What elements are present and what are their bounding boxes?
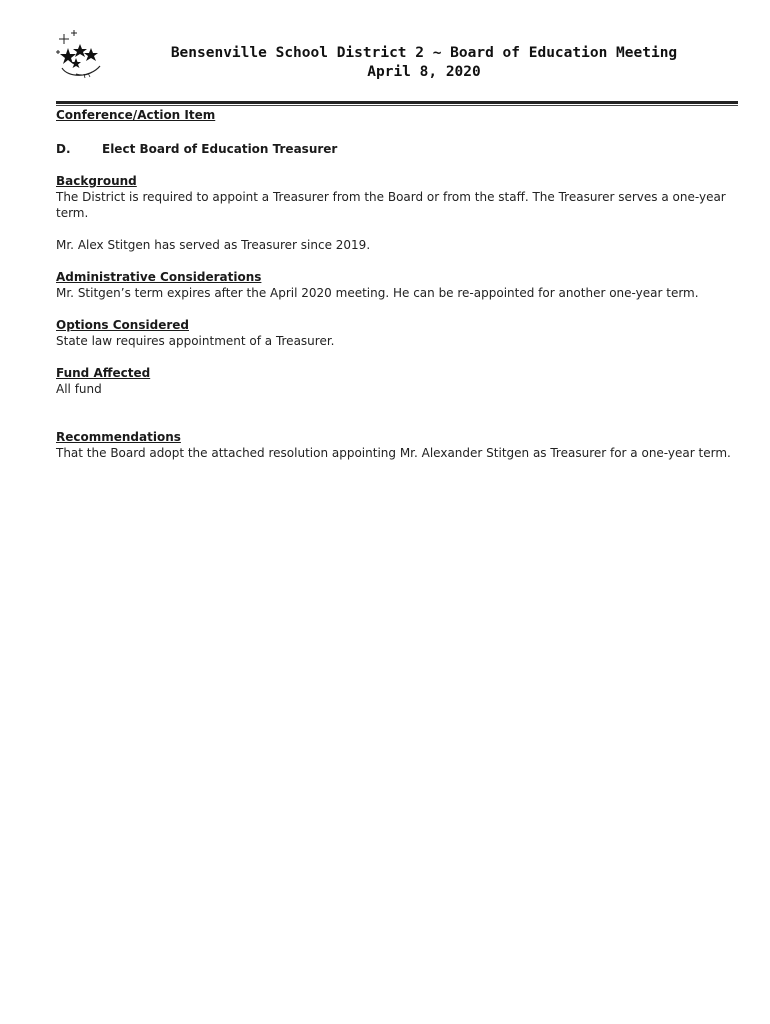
- background-text: The District is required to appoint a Treasurer from the Board or from the staff. The Treasurer serves a one-year term.: [56, 190, 726, 220]
- item-letter: D.: [56, 142, 71, 156]
- document-body: [56, 107, 732, 461]
- meeting-date: April 8, 2020: [367, 64, 481, 80]
- fund-affected-text: All fund: [56, 382, 102, 396]
- recommendations-heading: Recommendations: [56, 430, 181, 444]
- stars-logo-icon: [54, 28, 106, 82]
- options-considered-text: State law requires appointment of a Treasurer.: [56, 334, 335, 348]
- background-heading: Background: [56, 174, 137, 188]
- item-title: Elect Board of Education Treasurer: [102, 142, 338, 156]
- document-header: [160, 44, 688, 82]
- section-label: Conference/Action Item: [56, 108, 216, 122]
- header-divider: [56, 101, 738, 106]
- admin-considerations-heading: Administrative Considerations: [56, 270, 262, 284]
- background-text-2: Mr. Alex Stitgen has served as Treasurer since 2019.: [56, 238, 371, 252]
- fund-affected-heading: Fund Affected: [56, 366, 151, 380]
- admin-considerations-text: Mr. Stitgen’s term expires after the April 2020 meeting. He can be re-appointed for another one-year term.: [56, 286, 699, 300]
- meeting-title: Bensenville School District 2 ~ Board of Education Meeting: [170, 45, 678, 61]
- recommendations-text: That the Board adopt the attached resolution appointing Mr. Alexander Stitgen as Treasurer for a one-year term.: [56, 446, 731, 460]
- options-considered-heading: Options Considered: [56, 318, 189, 332]
- item-heading: [56, 141, 732, 157]
